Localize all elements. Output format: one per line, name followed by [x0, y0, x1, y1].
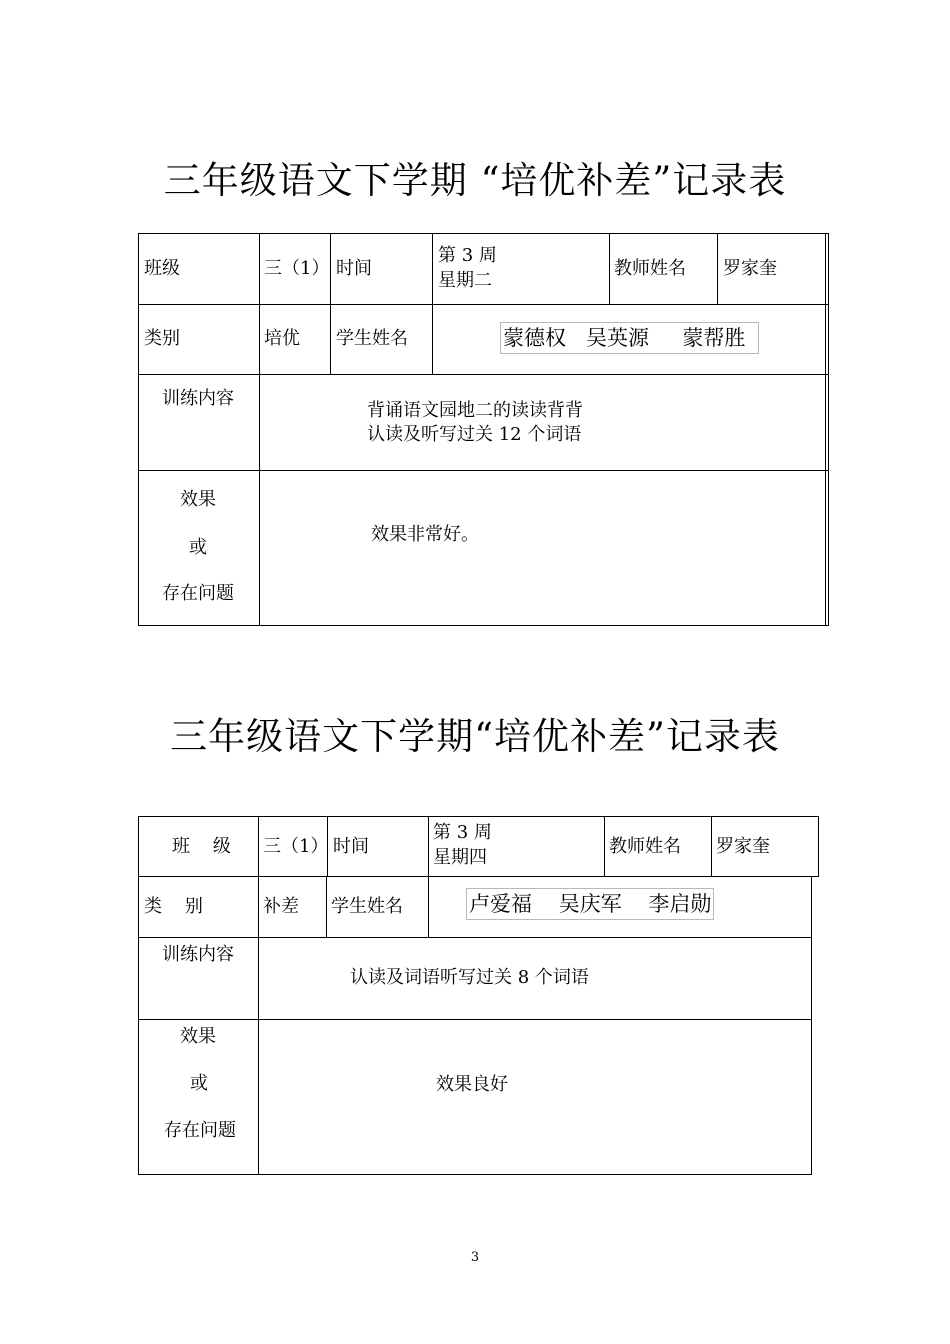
student-label: 学生姓名 [331, 896, 403, 917]
page-number: 3 [470, 1250, 480, 1265]
teacher-label: 教师姓名 [614, 258, 686, 279]
record-title: 三年级语文下学期“培优补差”记录表 [170, 715, 780, 758]
category-label: 类别 [144, 328, 180, 349]
row-divider [138, 470, 828, 471]
effect-label-line2: 或 [189, 537, 207, 558]
table-border [138, 233, 828, 234]
category-value: 补差 [263, 896, 299, 917]
teacher-label: 教师姓名 [609, 836, 681, 857]
column-divider [428, 816, 429, 938]
column-divider [330, 233, 331, 375]
column-divider [717, 233, 718, 305]
table-border [138, 625, 828, 626]
category-value: 培优 [264, 328, 300, 349]
student-label: 学生姓名 [336, 328, 408, 349]
time-week: 第 3 周 [433, 822, 492, 843]
class-label: 班 级 [172, 836, 231, 857]
column-divider [609, 233, 610, 305]
table-border [811, 876, 812, 1175]
effect-label-line2: 或 [190, 1073, 208, 1094]
student-names: 卢爱福 吴庆军 李启勋 [466, 888, 714, 920]
teacher-value: 罗家奎 [716, 836, 770, 857]
time-day: 星期二 [438, 270, 492, 291]
content-line: 背诵语文园地二的读读背背 [367, 400, 583, 421]
time-label: 时间 [336, 258, 372, 279]
time-week: 第 3 周 [438, 245, 497, 266]
column-divider [432, 233, 433, 375]
column-divider [326, 877, 327, 938]
row-divider [138, 304, 828, 305]
content-line: 认读及听写过关 12 个词语 [367, 424, 582, 445]
record-title: 三年级语文下学期 “培优补差”记录表 [163, 159, 787, 202]
student-names: 蒙德权 吴英源 蒙帮胜 [500, 322, 759, 354]
table-border [825, 233, 826, 626]
row-divider [138, 876, 819, 877]
time-day: 星期四 [433, 847, 487, 868]
content-label: 训练内容 [162, 388, 234, 409]
effect-label-line3: 存在问题 [164, 1120, 236, 1141]
class-value: 三（1） [263, 836, 329, 857]
effect-value: 效果良好 [436, 1074, 508, 1095]
row-divider [138, 1019, 812, 1020]
teacher-value: 罗家奎 [723, 258, 777, 279]
class-value: 三（1） [264, 258, 330, 279]
row-divider [138, 937, 812, 938]
effect-label-line3: 存在问题 [162, 583, 234, 604]
content-line: 认读及词语听写过关 8 个词语 [350, 967, 589, 988]
row-divider [138, 374, 828, 375]
column-divider [711, 816, 712, 877]
class-label: 班级 [144, 258, 180, 279]
column-divider [259, 233, 260, 626]
category-label: 类 别 [144, 896, 203, 917]
time-label: 时间 [333, 836, 369, 857]
content-label: 训练内容 [162, 944, 234, 965]
table-border [828, 233, 829, 626]
effect-label-line1: 效果 [180, 489, 216, 510]
effect-label-line1: 效果 [180, 1026, 216, 1047]
table-border [138, 816, 819, 817]
effect-value: 效果非常好。 [371, 524, 479, 545]
column-divider [604, 816, 605, 877]
table-border [138, 816, 139, 1175]
table-border [138, 1174, 812, 1175]
column-divider [258, 816, 259, 1175]
table-border [818, 816, 819, 877]
table-border [138, 233, 139, 626]
